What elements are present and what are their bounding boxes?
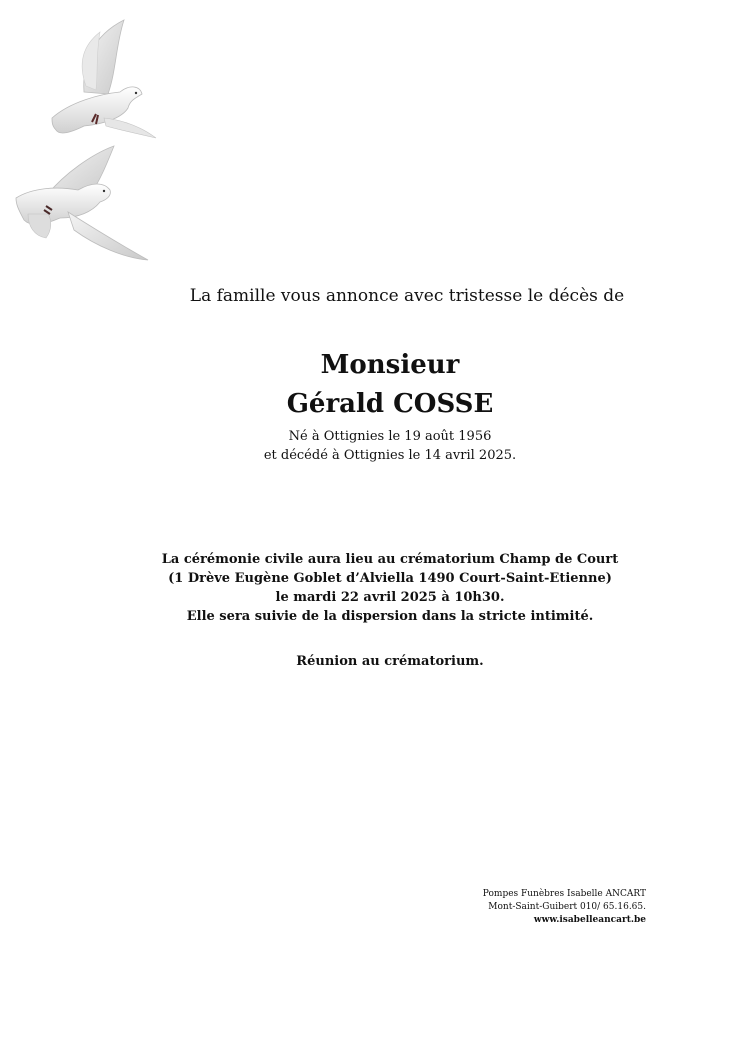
deceased-name: Gérald COSSE: [286, 389, 494, 419]
funeral-home-footer: [483, 888, 646, 927]
funeral-home-name: Pompes Funèbres Isabelle ANCART: [482, 889, 646, 899]
death-line: et décédé à Ottignies le 14 avril 2025.: [263, 448, 517, 463]
funeral-home-website[interactable]: www.isabelleancart.be: [533, 915, 646, 925]
reunion-note: Réunion au crématorium.: [296, 654, 484, 669]
upper-dove: [52, 20, 156, 138]
lower-dove: [16, 146, 148, 260]
intro-text: La famille vous annonce avec tristesse le décès de: [189, 286, 625, 306]
birth-line: Né à Ottignies le 19 août 1956: [288, 429, 492, 444]
honorific-title: Monsieur: [320, 350, 460, 380]
ceremony-details: [0, 550, 744, 626]
ceremony-line: (1 Drève Eugène Goblet d’Alviella 1490 Court-Saint-Etienne): [168, 571, 612, 586]
doves-image: [12, 14, 162, 269]
ceremony-line: La cérémonie civile aura lieu au crématorium Champ de Court: [161, 552, 619, 567]
ceremony-line: le mardi 22 avril 2025 à 10h30.: [275, 590, 505, 605]
life-dates: [0, 427, 744, 465]
ceremony-line: Elle sera suivie de la dispersion dans la stricte intimité.: [186, 609, 594, 624]
funeral-home-contact: Mont-Saint-Guibert 010/ 65.16.65.: [488, 902, 646, 912]
